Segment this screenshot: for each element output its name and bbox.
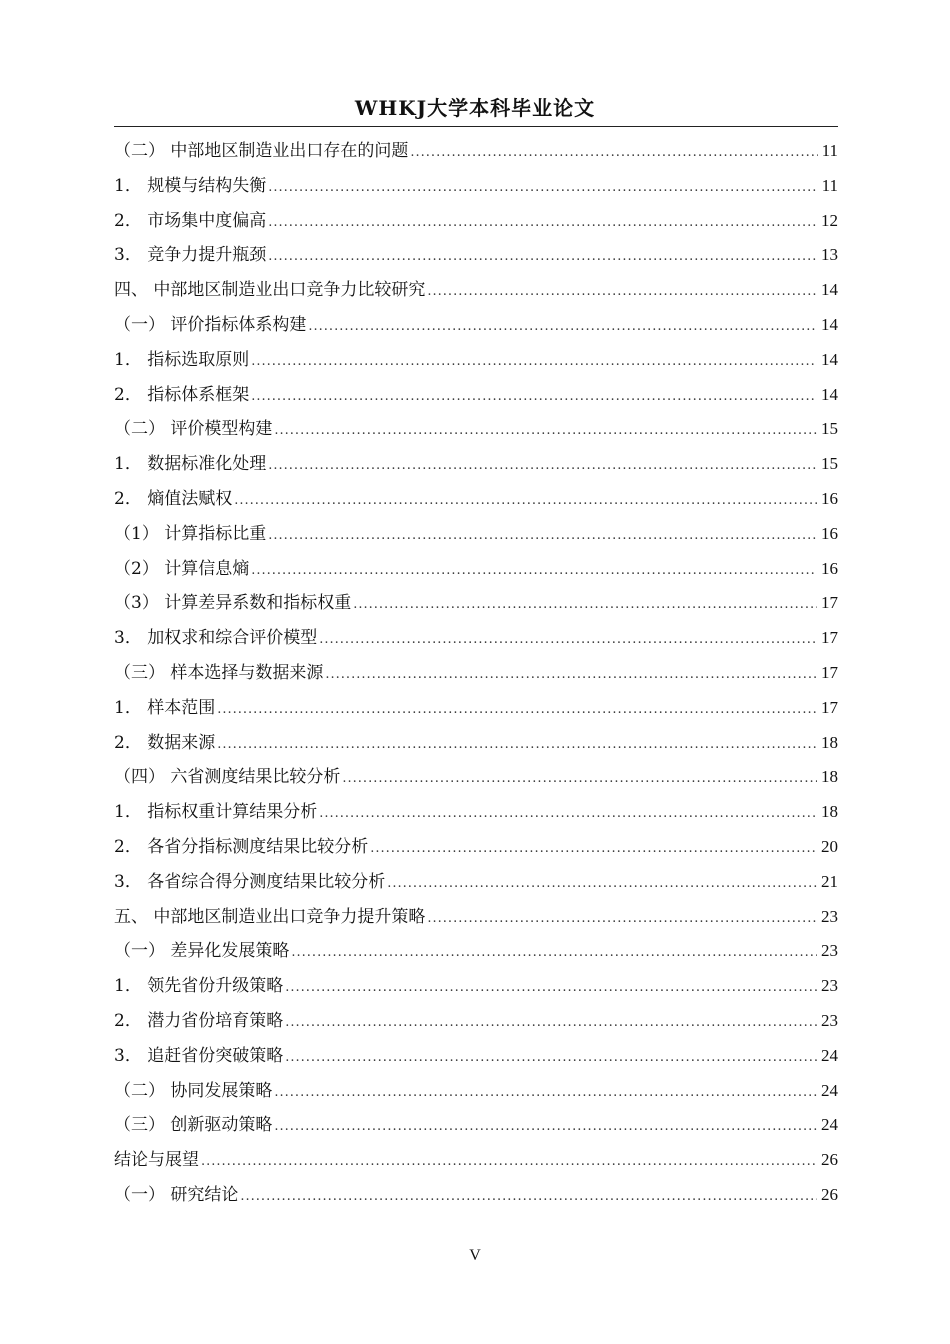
toc-entry-title: 2． 指标体系框架 — [114, 384, 250, 405]
toc-dot-leader — [353, 588, 817, 623]
toc-entry[interactable] — [114, 517, 838, 552]
toc-entry[interactable] — [114, 621, 838, 656]
toc-dot-leader — [370, 832, 817, 867]
toc-entry[interactable] — [114, 343, 838, 378]
toc-entry-page-number: 14 — [821, 349, 838, 369]
toc-entry[interactable] — [114, 1074, 838, 1109]
toc-entry-title: 3． 追赶省份突破策略 — [114, 1045, 284, 1066]
toc-entry-title: 四、 中部地区制造业出口竞争力比较研究 — [114, 280, 426, 301]
toc-dot-leader — [268, 171, 817, 206]
toc-entry-title: 2． 熵值法赋权 — [114, 488, 233, 509]
toc-entry-title: 1． 指标权重计算结果分析 — [114, 802, 318, 823]
toc-dot-leader — [268, 519, 817, 554]
toc-entry-title: 结论与展望 — [114, 1150, 199, 1171]
toc-entry-page-number: 14 — [821, 280, 838, 300]
toc-entry[interactable] — [114, 969, 838, 1004]
toc-entry-title: （一） 研究结论 — [114, 1184, 239, 1205]
toc-entry[interactable] — [114, 378, 838, 413]
toc-entry-title: 2． 潜力省份培育策略 — [114, 1010, 284, 1031]
toc-dot-leader — [268, 240, 817, 275]
toc-dot-leader — [427, 902, 817, 937]
toc-entry[interactable] — [114, 830, 838, 865]
toc-entry[interactable] — [114, 1178, 838, 1213]
toc-entry[interactable] — [114, 726, 838, 761]
toc-entry-page-number: 12 — [821, 210, 838, 230]
page-number: V — [469, 1247, 481, 1264]
toc-entry[interactable] — [114, 1108, 838, 1143]
toc-entry-title: （二） 协同发展策略 — [114, 1080, 273, 1101]
toc-dot-leader — [319, 797, 817, 832]
toc-entry-page-number: 16 — [821, 523, 838, 543]
toc-dot-leader — [268, 449, 817, 484]
toc-entry-title: 1． 规模与结构失衡 — [114, 175, 267, 196]
toc-dot-leader — [234, 484, 817, 519]
toc-entry-page-number: 24 — [821, 1045, 838, 1065]
toc-entry-page-number: 18 — [821, 732, 838, 752]
toc-dot-leader — [251, 380, 817, 415]
toc-entry-title: （二） 评价模型构建 — [114, 419, 273, 440]
toc-entry-title: 3． 竞争力提升瓶颈 — [114, 245, 267, 266]
toc-entry[interactable] — [114, 865, 838, 900]
toc-dot-leader — [268, 206, 817, 241]
toc-entry[interactable] — [114, 1004, 838, 1039]
toc-entry[interactable] — [114, 691, 838, 726]
toc-dot-leader — [217, 693, 817, 728]
table-of-contents — [114, 134, 838, 1213]
toc-dot-leader — [342, 762, 817, 797]
toc-dot-leader — [291, 936, 817, 971]
toc-entry-page-number: 15 — [821, 419, 838, 439]
toc-entry[interactable] — [114, 1039, 838, 1074]
toc-entry[interactable] — [114, 169, 838, 204]
toc-dot-leader — [217, 728, 817, 763]
toc-entry-title: （一） 评价指标体系构建 — [114, 314, 307, 335]
toc-entry[interactable] — [114, 447, 838, 482]
toc-entry-title: 1． 领先省份升级策略 — [114, 976, 284, 997]
toc-entry-page-number: 16 — [821, 558, 838, 578]
toc-dot-leader — [410, 136, 817, 171]
toc-entry-page-number: 16 — [821, 488, 838, 508]
toc-entry-page-number: 18 — [821, 802, 838, 822]
toc-entry-page-number: 14 — [821, 384, 838, 404]
toc-entry-title: （1） 计算指标比重 — [114, 523, 267, 544]
toc-entry-page-number: 17 — [821, 628, 838, 648]
toc-entry-page-number: 14 — [821, 314, 838, 334]
toc-entry-title: （一） 差异化发展策略 — [114, 941, 290, 962]
toc-entry[interactable] — [114, 760, 838, 795]
toc-entry-title: 1． 样本范围 — [114, 697, 216, 718]
toc-entry-title: 五、 中部地区制造业出口竞争力提升策略 — [114, 906, 426, 927]
toc-entry-page-number: 15 — [821, 454, 838, 474]
toc-entry[interactable] — [114, 238, 838, 273]
toc-dot-leader — [240, 1180, 817, 1215]
toc-entry[interactable] — [114, 656, 838, 691]
toc-entry[interactable] — [114, 308, 838, 343]
toc-entry-title: 2． 市场集中度偏高 — [114, 210, 267, 231]
toc-entry-page-number: 23 — [821, 941, 838, 961]
toc-entry[interactable] — [114, 1143, 838, 1178]
toc-entry-page-number: 11 — [821, 141, 838, 160]
toc-dot-leader — [285, 1006, 817, 1041]
toc-entry-title: （四） 六省测度结果比较分析 — [114, 767, 341, 788]
toc-dot-leader — [285, 1041, 817, 1076]
toc-entry[interactable] — [114, 934, 838, 969]
toc-entry-page-number: 23 — [821, 976, 838, 996]
toc-entry[interactable] — [114, 586, 838, 621]
toc-dot-leader — [427, 275, 817, 310]
toc-entry-page-number: 24 — [821, 1115, 838, 1135]
toc-entry[interactable] — [114, 412, 838, 447]
toc-entry-title: （3） 计算差异系数和指标权重 — [114, 593, 352, 614]
page-header-title: WHKJ大学本科毕业论文 — [354, 96, 596, 120]
toc-entry-page-number: 23 — [821, 1010, 838, 1030]
toc-dot-leader — [251, 345, 817, 380]
toc-entry-title: （二） 中部地区制造业出口存在的问题 — [114, 141, 409, 161]
toc-dot-leader — [251, 554, 817, 589]
toc-entry-page-number: 18 — [821, 767, 838, 787]
toc-entry[interactable] — [114, 273, 838, 308]
toc-entry-title: （三） 样本选择与数据来源 — [114, 662, 324, 683]
toc-dot-leader — [285, 971, 817, 1006]
toc-entry-page-number: 17 — [821, 662, 838, 682]
toc-entry-title: 1． 指标选取原则 — [114, 349, 250, 370]
toc-entry[interactable] — [114, 795, 838, 830]
toc-entry-title: 3． 加权求和综合评价模型 — [114, 628, 318, 649]
toc-entry-page-number: 20 — [821, 836, 838, 856]
toc-dot-leader — [201, 1145, 817, 1180]
toc-entry-title: 2． 各省分指标测度结果比较分析 — [114, 836, 369, 857]
toc-dot-leader — [308, 310, 817, 345]
toc-entry[interactable] — [114, 552, 838, 587]
toc-entry-page-number: 24 — [821, 1080, 838, 1100]
toc-dot-leader — [274, 1076, 817, 1111]
toc-entry[interactable] — [114, 134, 838, 169]
toc-entry[interactable] — [114, 900, 838, 935]
toc-entry-page-number: 11 — [821, 175, 838, 195]
toc-entry-page-number: 17 — [821, 593, 838, 613]
toc-dot-leader — [274, 1110, 817, 1145]
header-rule — [114, 126, 838, 127]
toc-entry-title: 1． 数据标准化处理 — [114, 454, 267, 475]
toc-entry-title: （三） 创新驱动策略 — [114, 1115, 273, 1136]
toc-dot-leader — [325, 658, 817, 693]
toc-entry[interactable] — [114, 482, 838, 517]
toc-entry-title: 2． 数据来源 — [114, 732, 216, 753]
toc-dot-leader — [319, 623, 817, 658]
toc-entry-page-number: 13 — [821, 245, 838, 265]
toc-entry-page-number: 26 — [821, 1150, 838, 1170]
toc-entry-page-number: 17 — [821, 697, 838, 717]
toc-dot-leader — [274, 414, 817, 449]
toc-dot-leader — [387, 867, 817, 902]
toc-entry[interactable] — [114, 204, 838, 239]
toc-entry-page-number: 21 — [821, 871, 838, 891]
toc-entry-title: （2） 计算信息熵 — [114, 558, 250, 579]
toc-entry-page-number: 23 — [821, 906, 838, 926]
toc-entry-page-number: 26 — [821, 1184, 838, 1204]
toc-entry-title: 3． 各省综合得分测度结果比较分析 — [114, 871, 386, 892]
